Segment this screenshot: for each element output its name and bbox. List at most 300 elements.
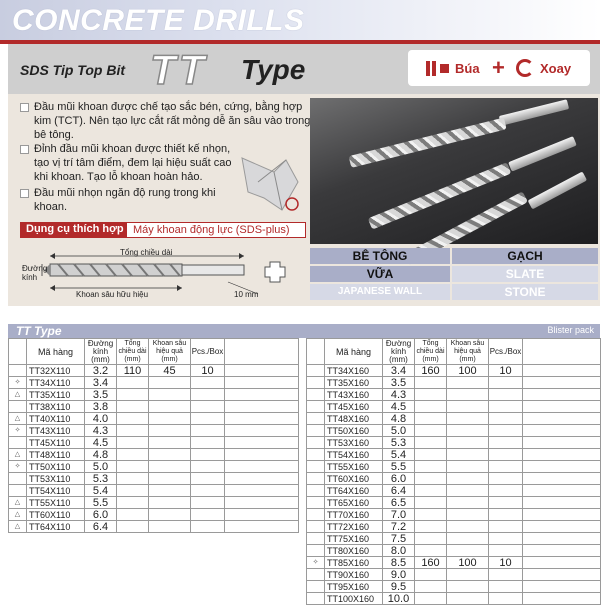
item-code: TT35X110 [27,389,85,401]
feature-item [18,186,246,214]
row-mark-icon: ✧ [9,377,27,389]
item-diameter: 8.5 [383,557,415,569]
blank-cell [523,569,601,581]
col-diameter: Đường kính (mm) [85,339,117,365]
feature-text: Đầu mũi khoan được chế tạo sắc bén, cứng, bằng hợp kim (TCT). Nên tạo lực cắt rất mỏng dễ ăn sâu vào trong bê tông. [34,101,311,141]
blank-cell [523,389,601,401]
item-total-length [415,485,447,497]
item-effective-depth [149,509,191,521]
item-diameter: 5.5 [383,461,415,473]
item-pcs [191,425,225,437]
col-code: Mã hàng [325,339,383,365]
blank-cell [523,449,601,461]
table-row [9,365,299,377]
blank-cell [523,593,601,605]
item-code: TT50X110 [27,461,85,473]
banner-title: CONCRETE DRILLS [12,4,305,37]
blank-cell [225,461,299,473]
item-total-length [415,509,447,521]
checkbox-icon [20,103,29,112]
row-mark-icon [307,485,325,497]
item-pcs [191,449,225,461]
item-effective-depth [149,401,191,413]
col-effective-depth: Khoan sâu hiệu quả (mm) [447,339,489,365]
item-pcs [191,497,225,509]
blank-cell [523,509,601,521]
row-mark-icon [307,413,325,425]
logo-tt: TT [150,46,208,93]
table-row [9,509,299,521]
blank-cell [523,425,601,437]
table-row [307,365,601,377]
table-row [307,509,601,521]
item-code: TT38X110 [27,401,85,413]
item-pcs [191,473,225,485]
item-diameter: 9.5 [383,581,415,593]
table-row [307,521,601,533]
row-mark-icon [9,401,27,413]
item-pcs [191,389,225,401]
item-total-length [117,389,149,401]
table-row [9,449,299,461]
item-total-length [415,473,447,485]
row-mark-icon [307,437,325,449]
item-total-length: 110 [117,365,149,377]
table-row [307,449,601,461]
item-pcs [489,473,523,485]
blank-cell [225,521,299,533]
item-diameter: 6.5 [383,497,415,509]
item-diameter: 5.5 [85,497,117,509]
shank-size-label: 10 mm [234,290,259,299]
table-title: TT Type [16,324,62,338]
blank-cell [523,461,601,473]
blank-cell [225,497,299,509]
table-row [9,461,299,473]
item-code: TT45X160 [325,401,383,413]
item-effective-depth [447,413,489,425]
item-diameter: 6.4 [85,521,117,533]
row-mark-icon [307,401,325,413]
item-code: TT70X160 [325,509,383,521]
table-row [307,533,601,545]
table-row [307,425,601,437]
item-pcs [191,521,225,533]
item-total-length [415,389,447,401]
item-total-length [117,521,149,533]
total-length-label: Tổng chiều dài [120,248,173,257]
item-total-length [415,413,447,425]
row-mark-icon [307,533,325,545]
item-code: TT35X160 [325,377,383,389]
item-effective-depth [447,401,489,413]
row-mark-icon [307,377,325,389]
item-diameter: 6.4 [383,485,415,497]
item-pcs [191,413,225,425]
checkbox-icon [20,145,29,154]
item-pcs [489,545,523,557]
blister-pack-label: Blister pack [547,325,594,335]
col-effective-depth: Khoan sâu hiệu quả (mm) [149,339,191,365]
table-row [9,437,299,449]
item-total-length [117,437,149,449]
item-effective-depth [149,473,191,485]
blank-cell [225,485,299,497]
row-mark-icon [307,593,325,605]
col-diameter: Đường kính (mm) [383,339,415,365]
item-pcs [489,425,523,437]
table-row [307,593,601,605]
item-diameter: 7.5 [383,533,415,545]
item-diameter: 5.3 [85,473,117,485]
row-mark-icon: ✧ [9,461,27,473]
feature-panel [8,94,600,306]
blank-cell [523,521,601,533]
item-diameter: 6.0 [383,473,415,485]
logo-type: Type [241,54,306,85]
table-row [307,485,601,497]
item-total-length [117,413,149,425]
item-effective-depth [447,389,489,401]
item-code: TT64X160 [325,485,383,497]
item-pcs [489,509,523,521]
item-effective-depth [149,413,191,425]
item-total-length [415,461,447,473]
effective-depth-label: Khoan sâu hữu hiệu [76,290,149,299]
item-total-length [415,569,447,581]
row-mark-icon [307,365,325,377]
item-pcs [489,377,523,389]
row-mark-icon [9,485,27,497]
table-row [307,437,601,449]
item-diameter: 8.0 [383,545,415,557]
item-pcs [489,437,523,449]
mode-badge [408,50,590,86]
item-total-length [415,521,447,533]
tool-label: Dụng cụ thích hợp [20,222,130,238]
item-code: TT43X160 [325,389,383,401]
row-mark-icon [307,449,325,461]
blank-cell [225,437,299,449]
table-row [9,473,299,485]
item-code: TT80X160 [325,545,383,557]
item-pcs [489,569,523,581]
feature-item [18,142,246,184]
material-mortar: VỮA [310,266,450,282]
row-mark-icon [307,569,325,581]
row-mark-icon: △ [9,521,27,533]
item-effective-depth [447,593,489,605]
material-stone: STONE [452,284,598,300]
item-effective-depth [447,545,489,557]
material-concrete: BÊ TÔNG [310,248,450,264]
table-row [307,581,601,593]
item-effective-depth [149,497,191,509]
item-pcs [191,401,225,413]
item-total-length [415,401,447,413]
item-pcs [489,461,523,473]
feature-text: Đỉnh đầu mũi khoan được thiết kế nhọn, tạo vị trí tâm điểm, đem lại hiệu suất cao khi khoan. Tạo lỗ khoan hoàn hảo. [34,143,232,183]
item-code: TT48X110 [27,449,85,461]
rotate-icon [516,59,534,77]
item-total-length [117,401,149,413]
feature-item [18,100,318,142]
table-row [9,389,299,401]
col-total-length: Tổng chiều dài (mm) [416,339,445,363]
blank-cell [225,509,299,521]
row-mark-icon: ✧ [307,557,325,569]
item-code: TT48X160 [325,413,383,425]
col-total-length: Tổng chiều dài (mm) [118,339,147,363]
item-total-length [415,449,447,461]
item-code: TT34X160 [325,365,383,377]
hammer-icon [426,61,450,76]
blank-cell [523,533,601,545]
item-code: TT60X110 [27,509,85,521]
item-diameter: 5.4 [383,449,415,461]
table-title-bar [8,324,600,338]
row-mark-icon [307,521,325,533]
item-total-length [415,545,447,557]
item-effective-depth [447,497,489,509]
row-mark-icon [307,581,325,593]
tool-value: Máy khoan động lực (SDS-plus) [126,222,306,238]
col-code: Mã hàng [27,339,85,365]
table-row [307,461,601,473]
row-mark-icon [9,473,27,485]
item-pcs: 10 [489,365,523,377]
item-effective-depth [149,449,191,461]
item-diameter: 4.8 [383,413,415,425]
item-code: TT54X110 [27,485,85,497]
item-diameter: 3.8 [85,401,117,413]
item-effective-depth [447,377,489,389]
item-total-length [415,581,447,593]
item-diameter: 4.8 [85,449,117,461]
blank-cell [523,581,601,593]
item-total-length [415,533,447,545]
row-mark-icon: △ [9,389,27,401]
table-row [9,497,299,509]
item-effective-depth [149,377,191,389]
table-row [307,569,601,581]
item-pcs [489,593,523,605]
col-pcs: Pcs./Box [489,339,523,365]
item-code: TT72X160 [325,521,383,533]
blank-cell [225,401,299,413]
item-total-length [117,497,149,509]
item-code: TT50X160 [325,425,383,437]
item-effective-depth [447,473,489,485]
item-diameter: 7.0 [383,509,415,521]
item-diameter: 4.0 [85,413,117,425]
item-pcs [489,497,523,509]
item-total-length [415,497,447,509]
item-effective-depth [149,461,191,473]
product-header [8,44,600,94]
blank-cell [523,365,601,377]
item-diameter: 3.4 [85,377,117,389]
diameter-label: Đường kính [22,264,48,282]
item-pcs [191,509,225,521]
item-effective-depth [447,569,489,581]
item-code: TT34X110 [27,377,85,389]
item-total-length: 160 [415,365,447,377]
item-total-length [415,377,447,389]
item-pcs [489,521,523,533]
blank-cell [523,497,601,509]
item-pcs [191,461,225,473]
item-diameter: 5.4 [85,485,117,497]
item-code: TT90X160 [325,569,383,581]
material-brick: GẠCH [452,248,598,264]
item-pcs [489,389,523,401]
product-subtitle: SDS Tip Top Bit [20,62,125,78]
item-diameter: 3.5 [383,377,415,389]
item-effective-depth [447,449,489,461]
blank-cell [523,473,601,485]
item-pcs [489,581,523,593]
row-mark-icon: △ [9,509,27,521]
item-code: TT55X160 [325,461,383,473]
mode-hammer-label: Búa [455,61,480,76]
table-row [307,401,601,413]
item-effective-depth [447,533,489,545]
item-pcs [489,449,523,461]
table-row [9,521,299,533]
row-mark-icon [9,365,27,377]
product-photo [310,98,598,244]
item-effective-depth [447,509,489,521]
blank-cell [225,449,299,461]
item-pcs [191,377,225,389]
table-row [307,545,601,557]
item-diameter: 9.0 [383,569,415,581]
item-diameter: 4.5 [85,437,117,449]
item-effective-depth [149,521,191,533]
row-mark-icon [307,425,325,437]
table-row [9,485,299,497]
table-row [307,377,601,389]
item-effective-depth [447,485,489,497]
item-pcs [191,485,225,497]
item-total-length [117,461,149,473]
item-code: TT45X110 [27,437,85,449]
blank-cell [523,557,601,569]
item-diameter: 4.3 [383,389,415,401]
item-diameter: 6.0 [85,509,117,521]
drill-tip-closeup-image [238,152,310,218]
item-diameter: 7.2 [383,521,415,533]
table-row [307,557,601,569]
row-mark-icon: △ [9,449,27,461]
blank-cell [523,401,601,413]
blank-cell [523,485,601,497]
item-effective-depth [447,437,489,449]
item-code: TT85X160 [325,557,383,569]
item-code: TT43X110 [27,425,85,437]
item-total-length [117,509,149,521]
blank-cell [225,425,299,437]
row-mark-icon [307,545,325,557]
blank-cell [225,365,299,377]
item-effective-depth [447,581,489,593]
item-code: TT32X110 [27,365,85,377]
item-diameter: 5.3 [383,437,415,449]
item-pcs: 10 [191,365,225,377]
item-code: TT75X160 [325,533,383,545]
table-row [9,377,299,389]
table-row [9,413,299,425]
item-diameter: 10.0 [383,593,415,605]
item-effective-depth: 100 [447,557,489,569]
item-total-length [415,425,447,437]
row-mark-icon: △ [9,497,27,509]
table-row [307,473,601,485]
blank-cell [523,545,601,557]
item-effective-depth: 45 [149,365,191,377]
col-pcs: Pcs./Box [191,339,225,365]
checkbox-icon [20,189,29,198]
item-total-length [117,473,149,485]
item-total-length: 160 [415,557,447,569]
item-diameter: 3.4 [383,365,415,377]
item-effective-depth [447,461,489,473]
item-pcs [489,401,523,413]
mode-rotate-label: Xoay [540,61,572,76]
item-code: TT53X160 [325,437,383,449]
spec-table-right [306,338,601,605]
item-diameter: 4.5 [383,401,415,413]
item-diameter: 4.3 [85,425,117,437]
table-row [9,425,299,437]
row-mark-icon: ✧ [9,425,27,437]
item-pcs [489,533,523,545]
item-pcs [191,437,225,449]
item-pcs: 10 [489,557,523,569]
item-total-length [415,593,447,605]
item-code: TT64X110 [27,521,85,533]
item-code: TT60X160 [325,473,383,485]
item-diameter: 3.2 [85,365,117,377]
blank-cell [225,473,299,485]
row-mark-icon [9,437,27,449]
item-total-length [117,425,149,437]
item-effective-depth [149,389,191,401]
item-code: TT100X160 [325,593,383,605]
material-slate: SLATE [452,266,598,282]
item-code: TT54X160 [325,449,383,461]
blank-cell [225,389,299,401]
feature-text: Đầu mũi nhọn ngăn độ rung trong khi khoan. [34,187,216,213]
top-banner [0,0,600,42]
blank-cell [523,437,601,449]
item-total-length [117,485,149,497]
table-row [9,401,299,413]
item-effective-depth [447,521,489,533]
plus-sign: + [492,55,505,80]
row-mark-icon [307,389,325,401]
item-pcs [489,485,523,497]
item-diameter: 5.0 [383,425,415,437]
item-effective-depth [149,437,191,449]
table-row [307,389,601,401]
row-mark-icon [307,509,325,521]
item-total-length [117,449,149,461]
blank-cell [225,377,299,389]
item-code: TT65X160 [325,497,383,509]
item-effective-depth [149,425,191,437]
